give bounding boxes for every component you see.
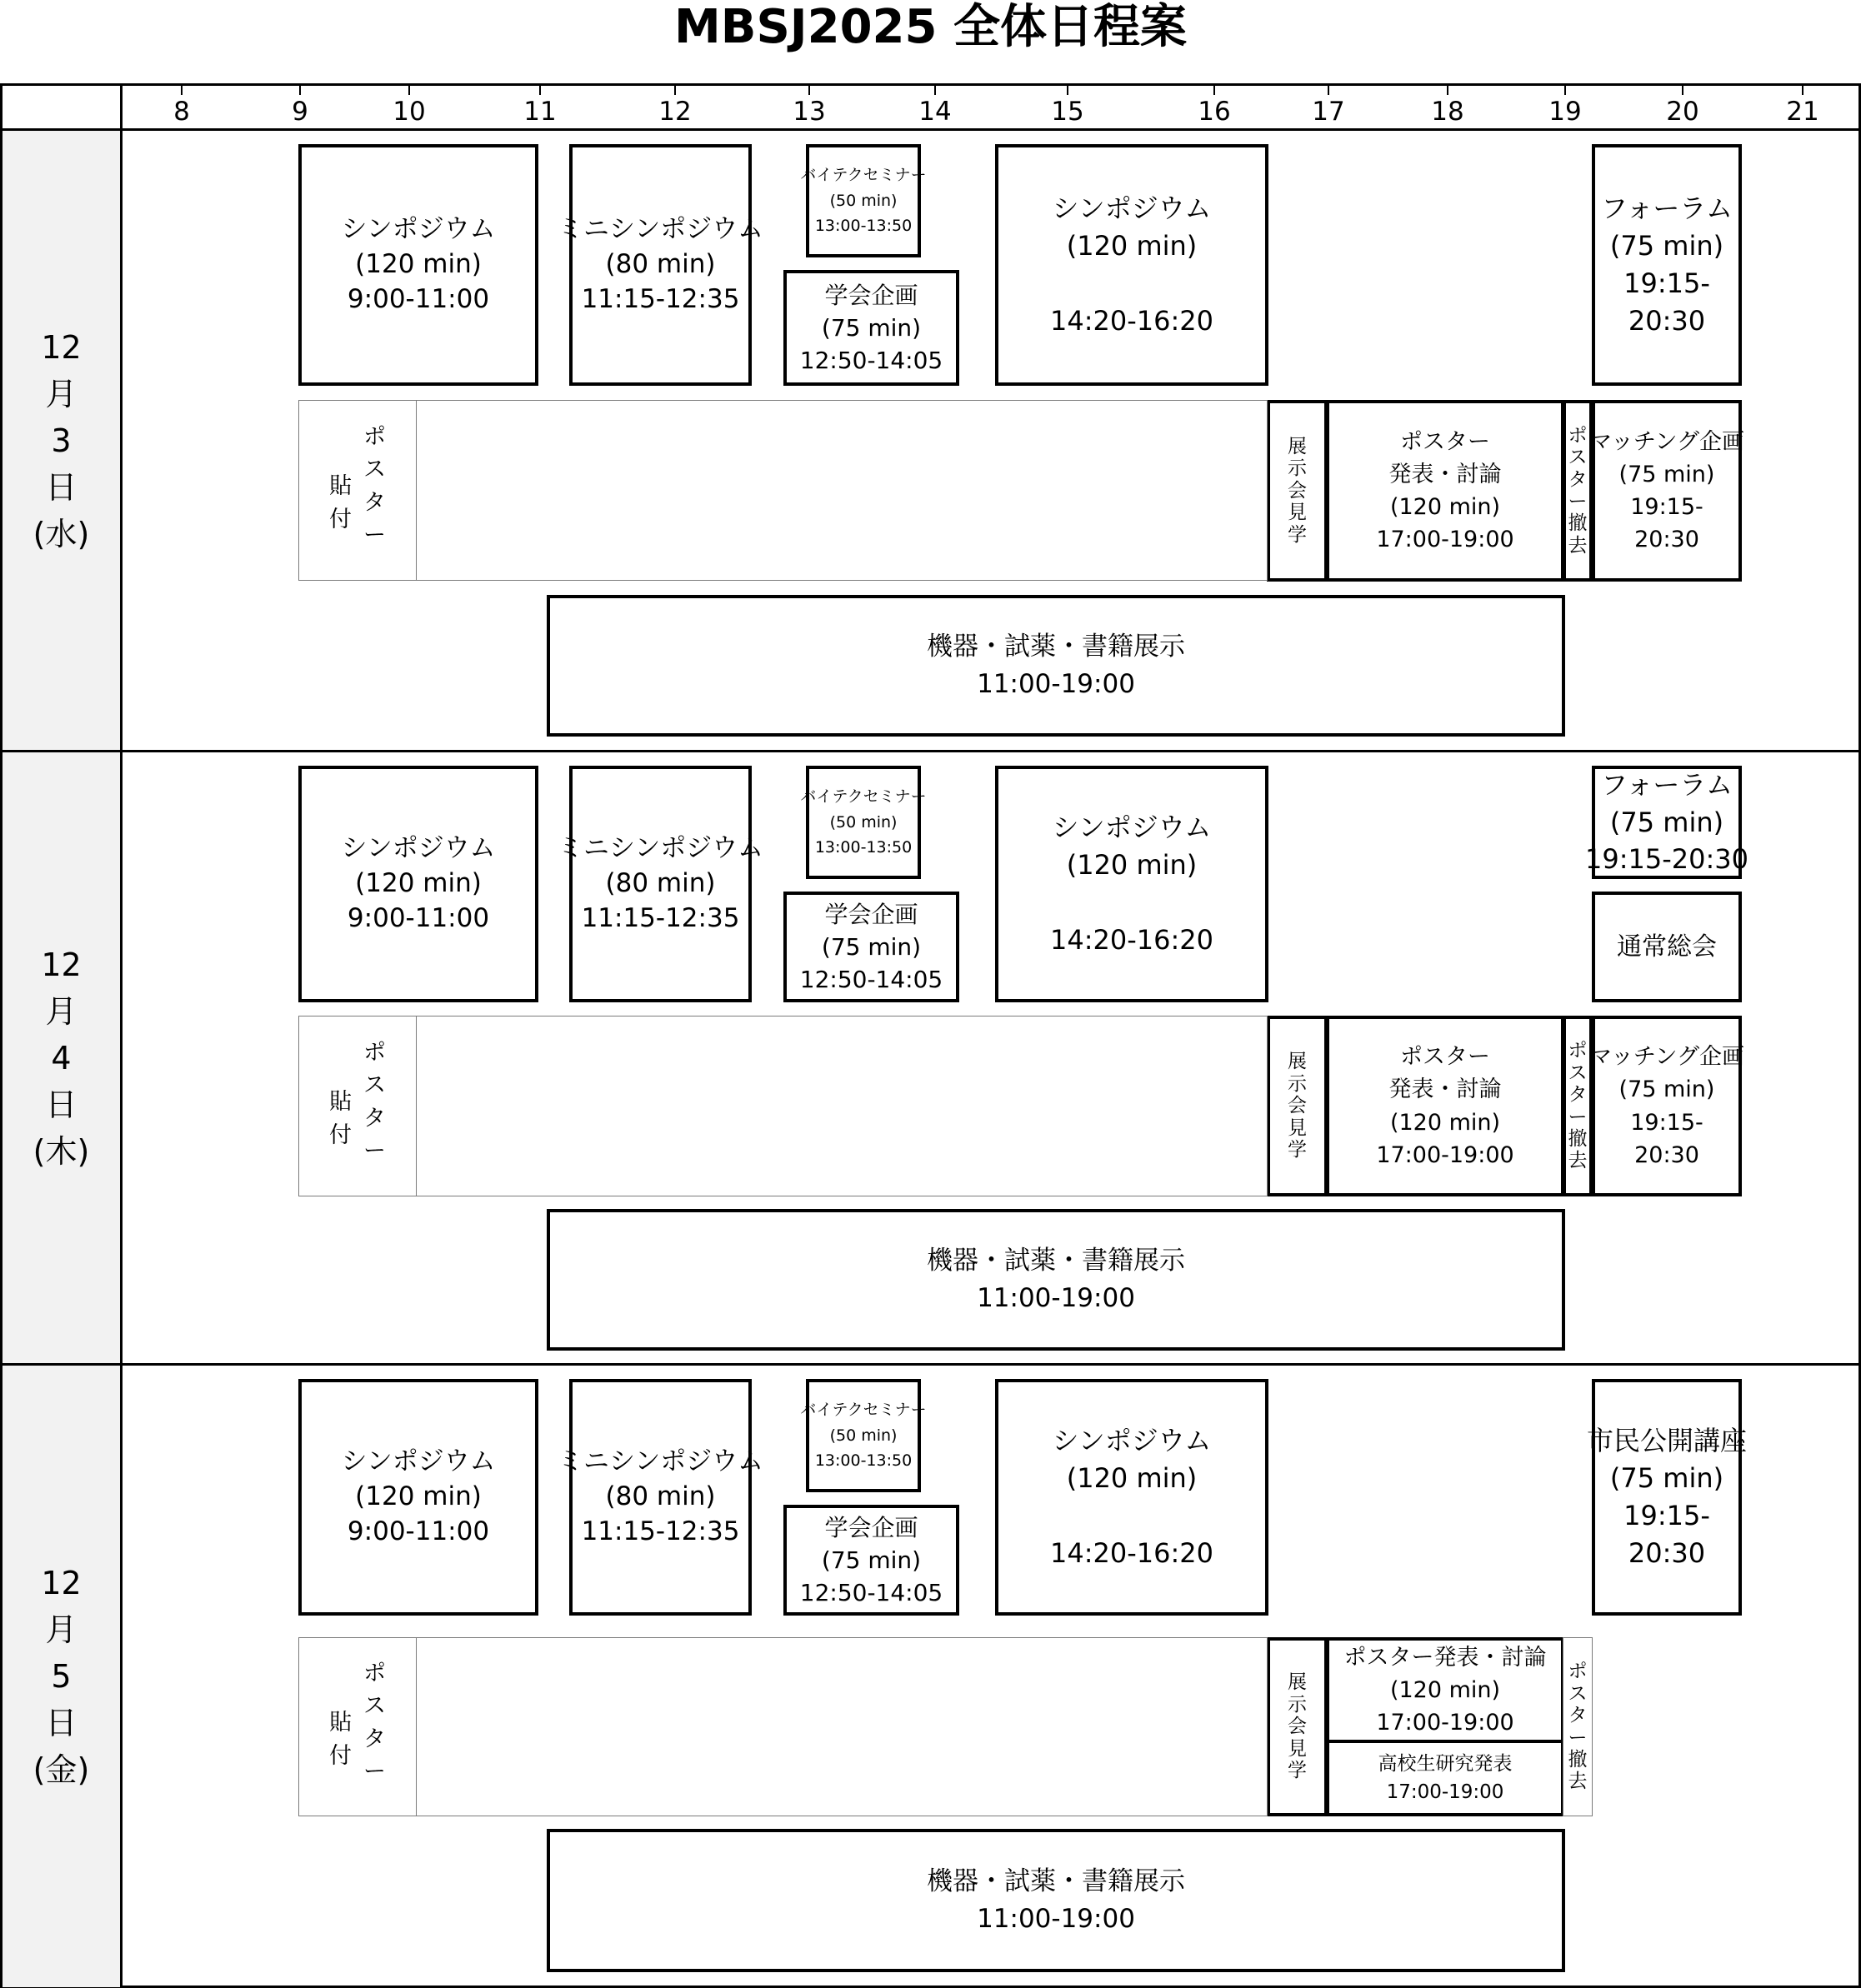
exhibition: [547, 1829, 1565, 1972]
symposium-morning: [298, 144, 538, 386]
hour-tick: [1682, 85, 1683, 95]
mini_symposium-text: 11:15-12:35: [581, 902, 740, 933]
day-label-line: (木): [33, 1132, 90, 1170]
day-label-line: 12: [41, 946, 82, 983]
day-label-line: (水): [33, 515, 90, 552]
biotech-seminar: [800, 1379, 927, 1492]
biotech_seminar-text: バイテクセミナー: [800, 1401, 927, 1420]
poster-attach: [298, 400, 417, 581]
symposium_am-text: シンポジウム: [341, 214, 496, 245]
exhibit_visit-text: 示: [1288, 1072, 1307, 1095]
hour-tick: [808, 85, 810, 95]
evening_top-text: フォーラム: [1600, 192, 1733, 225]
exhibition-text: 機器・試薬・書籍展示: [927, 1246, 1185, 1276]
page-title: MBSJ2025 全体日程案: [674, 0, 1187, 54]
poster-removal: [1563, 1016, 1593, 1196]
poster_removal-text: タ: [1568, 468, 1588, 491]
exhibition-text: 11:00-19:00: [977, 669, 1135, 699]
day-label-line: 5: [51, 1658, 72, 1695]
evening-session: [1587, 1379, 1748, 1616]
hour-tick: [299, 85, 301, 95]
hour-label: 20: [1666, 97, 1699, 127]
symposium_am-text: シンポジウム: [341, 1446, 496, 1477]
poster_attach_col2-text: ス: [363, 1072, 386, 1099]
mini_symposium-text: ミニシンポジウム: [558, 214, 763, 245]
row-divider: [0, 128, 1861, 131]
exhibit_visit-text: 会: [1288, 479, 1307, 502]
exhibition-text: 11:00-19:00: [977, 1904, 1135, 1934]
symposium_am-text: 9:00-11:00: [347, 902, 490, 933]
poster-board-area: [298, 1016, 1268, 1196]
hour-tick: [674, 85, 676, 95]
poster_presentation-text: 発表・討論: [1388, 1076, 1502, 1103]
poster_removal-text: タ: [1568, 1705, 1588, 1727]
hour-label: 15: [1051, 97, 1084, 127]
matching-event: [1588, 1016, 1745, 1196]
society_event-text: (75 min): [821, 1546, 922, 1574]
high_school-text: 高校生研究発表: [1378, 1752, 1513, 1775]
day-label-line: 日: [45, 468, 78, 506]
poster-removal: [1563, 400, 1593, 582]
mini_symposium-text: (80 min): [605, 249, 716, 280]
poster-presentation: [1326, 400, 1564, 582]
evening_top-text: 市民公開講座: [1587, 1425, 1748, 1457]
hour-label: 11: [523, 97, 557, 127]
poster_presentation-text: 17:00-19:00: [1376, 1141, 1514, 1168]
symposium_pm-text: シンポジウム: [1052, 1425, 1212, 1457]
poster_attach_col1-text: 貼: [329, 1089, 352, 1116]
hour-tick: [1328, 85, 1329, 95]
poster_removal-text: ー: [1568, 1106, 1588, 1128]
row-divider: [0, 1363, 1861, 1366]
poster_removal-text: ー: [1568, 1726, 1588, 1749]
day-label-line: 月: [45, 992, 78, 1030]
poster_presentation-text: 発表・討論: [1388, 461, 1502, 487]
day-label-line: 12: [41, 328, 82, 366]
symposium_pm-text: (120 min): [1066, 230, 1198, 262]
mini_symposium-text: 11:15-12:35: [581, 1516, 740, 1546]
biotech_seminar-text: 13:00-13:50: [814, 838, 913, 857]
poster_removal-text: ス: [1568, 1061, 1588, 1084]
exhibit_visit-text: 見: [1288, 1737, 1307, 1760]
symposium_pm-text: 14:20-16:20: [1050, 304, 1213, 337]
poster_removal-text: ポ: [1568, 1040, 1588, 1062]
poster_removal-text: ポ: [1568, 424, 1588, 447]
symposium_am-text: (120 min): [355, 1481, 482, 1512]
biotech_seminar-text: (50 min): [829, 812, 898, 832]
poster_presentation-text: 17:00-19:00: [1376, 527, 1514, 553]
general-meeting: [1592, 892, 1742, 1002]
society_event-text: 12:50-14:05: [799, 347, 943, 375]
matching-text: マッチング企画: [1588, 428, 1745, 455]
symposium_am-text: シンポジウム: [341, 833, 496, 864]
poster_presentation-text: (120 min): [1389, 494, 1501, 520]
biotech_seminar-text: (50 min): [829, 191, 898, 210]
poster_removal-text: 撤: [1568, 512, 1588, 535]
poster_attach_col1-text: 付: [329, 506, 352, 532]
poster_attach_col2-text: ー: [363, 1137, 386, 1164]
poster_attach_col2-text: タ: [363, 489, 386, 516]
poster_removal-text: 撤: [1568, 1127, 1588, 1150]
poster_presentation-text: ポスター: [1400, 1044, 1490, 1071]
mini_symposium-text: (80 min): [605, 1481, 716, 1512]
exhibit_visit-text: 会: [1288, 1716, 1307, 1738]
poster_attach_col2-text: ポ: [363, 424, 386, 451]
society_event-text: (75 min): [821, 313, 922, 342]
matching-text: (75 min): [1618, 1076, 1715, 1103]
hour-tick: [408, 85, 410, 95]
hour-label: 18: [1431, 97, 1464, 127]
mini-symposium: [558, 1379, 763, 1616]
hour-tick: [539, 85, 541, 95]
matching-text: マッチング企画: [1588, 1044, 1745, 1071]
symposium_pm-text: [1128, 1497, 1136, 1535]
biotech-seminar: [800, 144, 927, 257]
poster-presentation: [1326, 1637, 1564, 1743]
exhibit_visit-text: 見: [1288, 502, 1307, 524]
mini_symposium-text: ミニシンポジウム: [558, 1446, 763, 1477]
hour-tick: [1802, 85, 1803, 95]
hour-tick: [1213, 85, 1215, 95]
symposium_pm-text: シンポジウム: [1052, 192, 1212, 225]
poster_removal-text: 撤: [1568, 1748, 1588, 1771]
exhibition: [547, 1209, 1565, 1351]
poster_presentation-text: ポスター: [1400, 428, 1490, 455]
symposium_am-text: (120 min): [355, 249, 482, 280]
poster-attach: [298, 1637, 417, 1816]
biotech_seminar-text: バイテクセミナー: [800, 787, 927, 807]
evening-session: [1585, 766, 1748, 879]
poster_attach_col2-text: ー: [363, 1758, 386, 1785]
poster_presentation-text: ポスター発表・討論: [1343, 1644, 1547, 1671]
hour-label: 12: [658, 97, 692, 127]
poster-board-area: [298, 1637, 1268, 1816]
matching-text: 19:15-: [1630, 494, 1703, 520]
evening-session: [1592, 144, 1742, 386]
biotech_seminar-text: (50 min): [829, 1426, 898, 1445]
poster-attach-col: [329, 1061, 352, 1151]
exhibit_visit-text: 示: [1288, 457, 1307, 480]
hour-tick: [1067, 85, 1068, 95]
poster_presentation-text: 17:00-19:00: [1376, 1710, 1514, 1736]
society-event: [783, 1505, 959, 1616]
evening_top-text: (75 min): [1609, 1462, 1724, 1495]
poster_attach_col1-text: 貼: [329, 1710, 352, 1736]
society_event-text: 学会企画: [824, 900, 918, 928]
day-label-line: 3: [51, 422, 72, 459]
matching-text: (75 min): [1618, 461, 1715, 487]
day-label-line: (金): [33, 1751, 90, 1788]
poster_attach_col2-text: ー: [363, 522, 386, 548]
exhibition-text: 機器・試薬・書籍展示: [927, 1866, 1185, 1897]
symposium_pm-text: (120 min): [1066, 1462, 1198, 1495]
poster_attach_col1-text: 付: [329, 1742, 352, 1769]
hour-label: 13: [793, 97, 826, 127]
exhibit_visit-text: 展: [1288, 1051, 1307, 1073]
society_event-text: 学会企画: [824, 281, 918, 309]
symposium_pm-text: 14:20-16:20: [1050, 1536, 1213, 1569]
evening_top-text: フォーラム: [1600, 768, 1733, 801]
society_event-text: 12:50-14:05: [799, 1579, 943, 1607]
symposium_pm-text: [1128, 265, 1136, 302]
exhibit_visit-text: 展: [1288, 1671, 1307, 1694]
symposium-afternoon: [995, 766, 1268, 1002]
society_event-text: 12:50-14:05: [799, 966, 943, 994]
symposium_pm-text: [1128, 884, 1136, 922]
poster-attach: [298, 1016, 417, 1196]
exhibit_visit-text: 展: [1288, 435, 1307, 457]
exhibition: [547, 595, 1565, 737]
exhibition-text: 11:00-19:00: [977, 1283, 1135, 1313]
poster-presentation: [1326, 1016, 1564, 1196]
day-label-line: 月: [45, 375, 78, 412]
row-divider: [0, 750, 1861, 752]
matching-text: 19:15-: [1630, 1109, 1703, 1136]
hour-label: 9: [292, 97, 308, 127]
poster-attach-col: [329, 445, 352, 535]
poster_attach_col2-text: ス: [363, 457, 386, 483]
hour-label: 10: [393, 97, 426, 127]
day-label: [3, 131, 120, 750]
hour-label: 21: [1786, 97, 1819, 127]
exhibit_visit-text: 見: [1288, 1116, 1307, 1139]
high_school-text: 17:00-19:00: [1386, 1781, 1504, 1803]
symposium_pm-text: 14:20-16:20: [1050, 923, 1213, 956]
symposium-afternoon: [995, 144, 1268, 386]
poster_removal-text: 去: [1568, 534, 1588, 557]
evening_top-text: 19:15-20:30: [1585, 843, 1748, 876]
general_meeting-text: 通常総会: [1617, 932, 1717, 962]
evening_top-text: 19:15-: [1623, 267, 1710, 299]
poster_removal-text: 去: [1568, 1150, 1588, 1172]
evening_top-text: (75 min): [1609, 230, 1724, 262]
symposium-morning: [298, 1379, 538, 1616]
poster_removal-text: 去: [1568, 1771, 1588, 1793]
hour-label: 19: [1548, 97, 1582, 127]
exhibit_visit-text: 会: [1288, 1095, 1307, 1117]
exhibit_visit-text: 学: [1288, 523, 1307, 546]
symposium-afternoon: [995, 1379, 1268, 1616]
day-label-line: 日: [45, 1086, 78, 1123]
poster-attach-col: [363, 1036, 386, 1167]
poster_removal-text: ポ: [1568, 1661, 1588, 1683]
evening_top-text: (75 min): [1609, 806, 1724, 838]
day-label: [3, 752, 120, 1363]
exhibit_visit-text: 学: [1288, 1139, 1307, 1161]
hour-label: 16: [1198, 97, 1231, 127]
day-label-line: 12: [41, 1565, 82, 1601]
day-label-line: 日: [45, 1705, 78, 1741]
poster_removal-text: ス: [1568, 447, 1588, 469]
exhibit_visit-text: 学: [1288, 1760, 1307, 1782]
poster-attach-col: [329, 1681, 352, 1771]
biotech_seminar-text: 13:00-13:50: [814, 217, 913, 236]
society_event-text: (75 min): [821, 932, 922, 961]
hour-label: 17: [1312, 97, 1345, 127]
evening_top-text: 20:30: [1628, 304, 1706, 337]
hour-tick: [934, 85, 936, 95]
exhibition-text: 機器・試薬・書籍展示: [927, 632, 1185, 662]
evening_top-text: 20:30: [1628, 1536, 1706, 1569]
poster_removal-text: タ: [1568, 1084, 1588, 1106]
day-label-line: 4: [51, 1039, 72, 1076]
poster-board-area: [298, 400, 1268, 581]
poster_attach_col1-text: 付: [329, 1121, 352, 1148]
hour-tick: [181, 85, 183, 95]
exhibit-visit: [1267, 1016, 1328, 1196]
society-event: [783, 270, 959, 386]
hour-label: 14: [918, 97, 952, 127]
biotech_seminar-text: バイテクセミナー: [800, 166, 927, 185]
poster_attach_col2-text: タ: [363, 1726, 386, 1752]
mini-symposium: [558, 766, 763, 1002]
poster_attach_col2-text: ス: [363, 1693, 386, 1720]
biotech-seminar: [800, 766, 927, 879]
poster-attach-col: [363, 421, 386, 552]
poster_removal-text: ー: [1568, 491, 1588, 512]
hour-tick: [1564, 85, 1566, 95]
poster_attach_col2-text: タ: [363, 1105, 386, 1131]
matching-event: [1588, 400, 1745, 582]
evening_top-text: 19:15-: [1623, 1500, 1710, 1531]
day-label-line: 月: [45, 1611, 78, 1648]
society_event-text: 学会企画: [824, 1513, 918, 1541]
day-label: [3, 1366, 120, 1987]
symposium-morning: [298, 766, 538, 1002]
symposium_am-text: 9:00-11:00: [347, 283, 490, 314]
exhibit_visit-text: 示: [1288, 1693, 1307, 1716]
mini_symposium-text: ミニシンポジウム: [558, 833, 763, 864]
society-event: [783, 892, 959, 1002]
hour-tick: [1447, 85, 1448, 95]
high-school-presentation: [1326, 1740, 1564, 1816]
poster_attach_col2-text: ポ: [363, 1661, 386, 1687]
matching-text: 20:30: [1634, 1141, 1699, 1168]
poster-attach-col: [363, 1657, 386, 1788]
matching-text: 20:30: [1634, 527, 1699, 553]
exhibit-visit: [1267, 1637, 1328, 1816]
poster_removal-text: ス: [1568, 1682, 1588, 1705]
symposium_pm-text: (120 min): [1066, 849, 1198, 882]
poster_attach_col2-text: ポ: [363, 1040, 386, 1066]
mini_symposium-text: (80 min): [605, 868, 716, 899]
day-column-divider: [120, 83, 123, 1988]
biotech_seminar-text: 13:00-13:50: [814, 1451, 913, 1471]
mini-symposium: [558, 144, 763, 386]
poster_presentation-text: (120 min): [1389, 1676, 1501, 1703]
hour-label: 8: [173, 97, 190, 127]
symposium_pm-text: シンポジウム: [1052, 812, 1212, 844]
poster_presentation-text: (120 min): [1389, 1109, 1501, 1136]
symposium_am-text: (120 min): [355, 868, 482, 899]
exhibit-visit: [1267, 400, 1328, 582]
symposium_am-text: 9:00-11:00: [347, 1516, 490, 1546]
poster-removal: [1563, 1637, 1593, 1816]
poster_attach_col1-text: 貼: [329, 473, 352, 500]
mini_symposium-text: 11:15-12:35: [581, 283, 740, 314]
